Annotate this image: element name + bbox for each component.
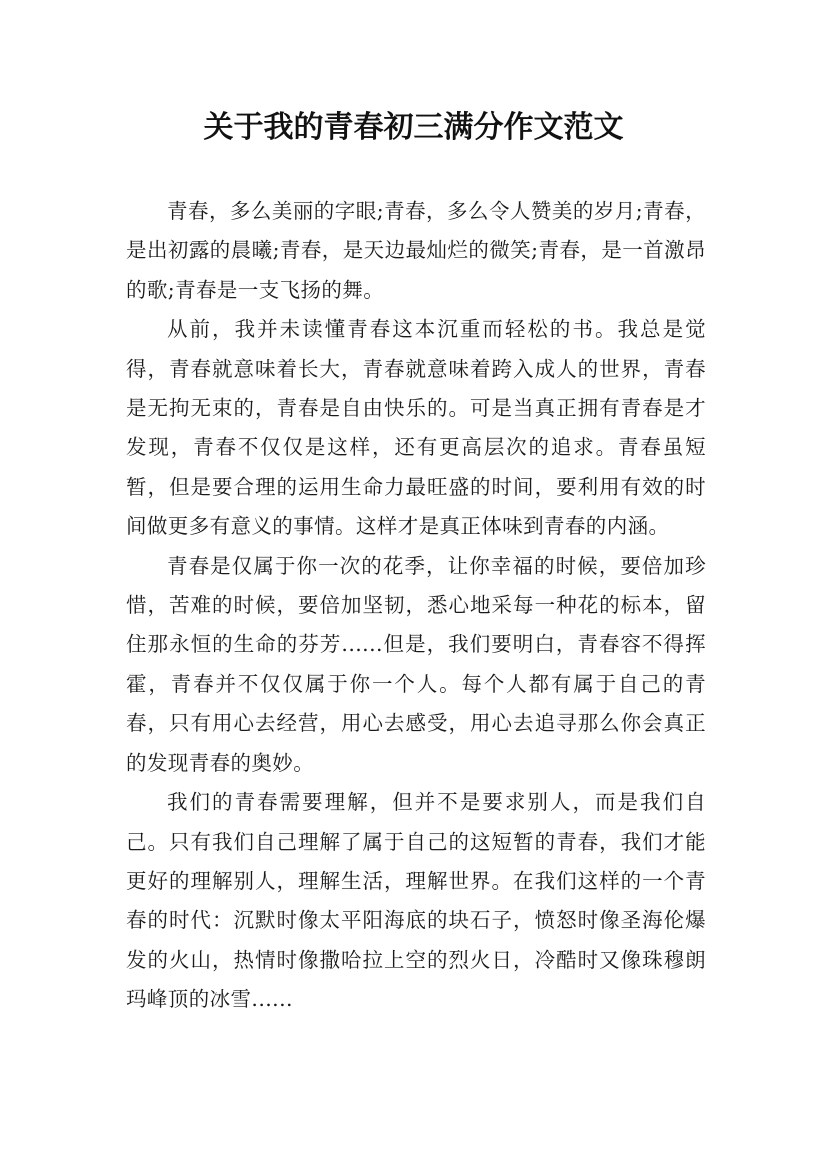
- paragraph-4: 我们的青春需要理解，但并不是要求别人，而是我们自己。只有我们自己理解了属于自己的这短暂的青春，我们才能更好的理解别人，理解生活，理解世界。在我们这样的一个青春的时代：沉默时像太平阳海底的块石子，愤怒时像圣海伦爆发的火山，热情时像撒哈拉上空的烈火日，冷酷时又像珠穆朗玛峰顶的冰雪......: [126, 790, 706, 1012]
- paragraph-1: 青春，多么美丽的字眼;青春，多么令人赞美的岁月;青春，是出初露的晨曦;青春，是天边最灿烂的微笑;青春，是一首激昂的歌;青春是一支飞扬的舞。: [126, 199, 706, 302]
- document-body: [126, 192, 706, 1020]
- paragraph-2: 从前，我并未读懂青春这本沉重而轻松的书。我总是觉得，青春就意味着长大，青春就意味着跨入成人的世界，青春是无拘无束的，青春是自由快乐的。可是当真正拥有青春是才发现，青春不仅仅是这样，还有更高层次的追求。青春虽短暂，但是要合理的运用生命力最旺盛的时间，要利用有效的时间做更多有意义的事情。这样才是真正体味到青春的内涵。: [126, 317, 706, 539]
- document-title: 关于我的青春初三满分作文范文: [203, 110, 624, 145]
- paragraph-3: 青春是仅属于你一次的花季，让你幸福的时候，要倍加珍惜，苦难的时候，要倍加坚韧，悉心地采每一种花的标本，留住那永恒的生命的芬芳......但是，我们要明白，青春容不得挥霍，青春并不仅仅属于你一个人。每个人都有属于自己的青春，只有用心去经营，用心去感受，用心去追寻那么你会真正的发现青春的奥妙。: [126, 553, 706, 775]
